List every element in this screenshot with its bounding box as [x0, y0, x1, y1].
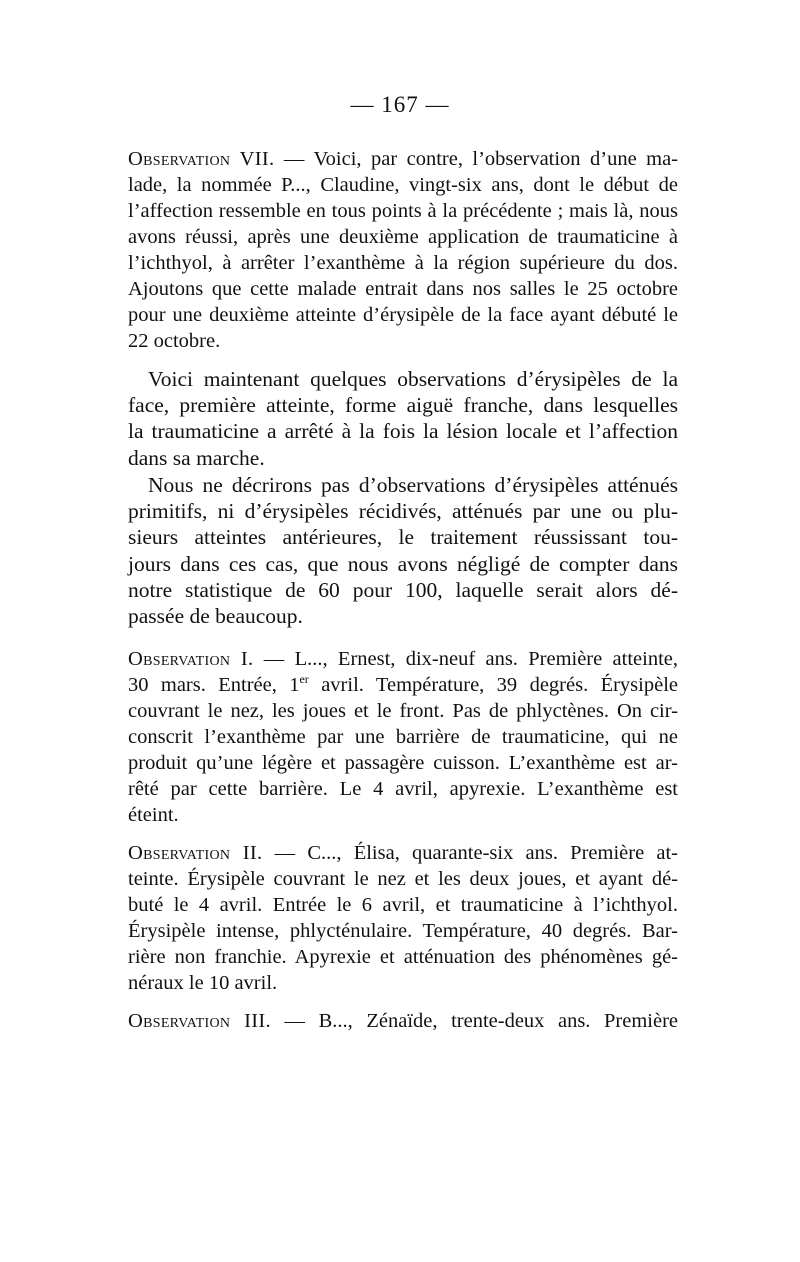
observation-i-line: Observation I. — L..., Ernest, dix-neuf ans. Première atteinte, [128, 648, 678, 670]
observation-vii-line: l’affection ressemble en tous points à la précédente ; mais là, nous [128, 200, 678, 222]
intro-line: Voici maintenant quelques observations d’érysipèles de la [148, 367, 678, 391]
observation-iii-label: Observation III. [128, 1010, 271, 1032]
observation-vii-line: avons réussi, après une deuxième application de traumaticine à [128, 226, 678, 248]
observation-i-line: rêté par cette barrière. Le 4 avril, apyrexie. L’exanthème est [128, 778, 678, 800]
observation-i-line: couvrant le nez, les joues et le front. Pas de phlyctènes. On cir- [128, 700, 678, 722]
intro-line: la traumaticine a arrêté à la fois la lésion locale et l’affection [128, 419, 678, 444]
note-line: primitifs, ni d’érysipèles récidivés, atténués par une ou plu- [128, 499, 678, 524]
observation-i-label: Observation I. [128, 648, 254, 670]
observation-vii-line: Ajoutons que cette malade entrait dans nos salles le 25 octobre [128, 278, 678, 300]
note-line: sieurs atteintes antérieures, le traitement réussissant tou- [128, 525, 678, 550]
observation-i-line: produit qu’une légère et passagère cuisson. L’exanthème est ar- [128, 752, 678, 774]
observation-vii-line: Observation VII. — Voici, par contre, l’observation d’une ma- [128, 148, 679, 170]
observation-vii-line: 22 octobre. [128, 330, 221, 352]
observation-ii-line: néraux le 10 avril. [128, 972, 278, 994]
observation-ii-line: Observation II. — C..., Élisa, quarante-six ans. Première at- [128, 842, 678, 864]
ordinal-superscript: er [299, 672, 309, 687]
observation-iii-line: Observation III. — B..., Zénaïde, trente-deux ans. Première [128, 1010, 678, 1032]
observation-ii-line: rière non franchie. Apyrexie et atténuation des phénomènes gé- [128, 946, 678, 968]
intro-paragraph [128, 366, 678, 471]
intro-line: face, première atteinte, forme aiguë franche, dans lesquelles [128, 393, 678, 418]
observation-i-line: conscrit l’exanthème par une barrière de traumaticine, qui ne [128, 726, 678, 748]
observation-vii-line: lade, la nommée P..., Claudine, vingt-six ans, dont le début de [128, 174, 678, 196]
observation-ii-line: buté le 4 avril. Entrée le 6 avril, et traumaticine à l’ichthyol. [128, 894, 678, 916]
observation-vii-label: Observation VII. [128, 148, 275, 170]
observation-ii-line: Érysipèle intense, phlycténulaire. Température, 40 degrés. Bar- [128, 920, 678, 942]
note-paragraph [128, 472, 678, 629]
observation-i-paragraph [128, 646, 678, 828]
observation-vii-paragraph [128, 146, 678, 354]
note-line: jours dans ces cas, que nous avons négligé de compter dans [128, 551, 678, 576]
note-line: passée de beaucoup. [128, 603, 303, 628]
observation-i-line: 30 mars. Entrée, 1er avril. Température, 39 degrés. Érysipèle [128, 672, 678, 696]
note-line: Nous ne décrirons pas d’observations d’érysipèles atténués [148, 473, 678, 497]
observation-ii-label: Observation II. [128, 842, 263, 864]
observation-i-line: éteint. [128, 804, 179, 826]
note-line: notre statistique de 60 pour 100, laquelle serait alors dé- [128, 577, 678, 602]
observation-vii-line: pour une deuxième atteinte d’érysipèle de la face ayant débuté le [128, 304, 678, 326]
observation-vii-line: l’ichthyol, à arrêter l’exanthème à la région supérieure du dos. [128, 252, 678, 274]
observation-ii-line: teinte. Érysipèle couvrant le nez et les deux joues, et ayant dé- [128, 868, 678, 890]
observation-ii-paragraph [128, 840, 678, 996]
observation-iii-paragraph [128, 1008, 678, 1034]
intro-line: dans sa marche. [128, 445, 265, 470]
page-number: — 167 — [350, 92, 450, 117]
